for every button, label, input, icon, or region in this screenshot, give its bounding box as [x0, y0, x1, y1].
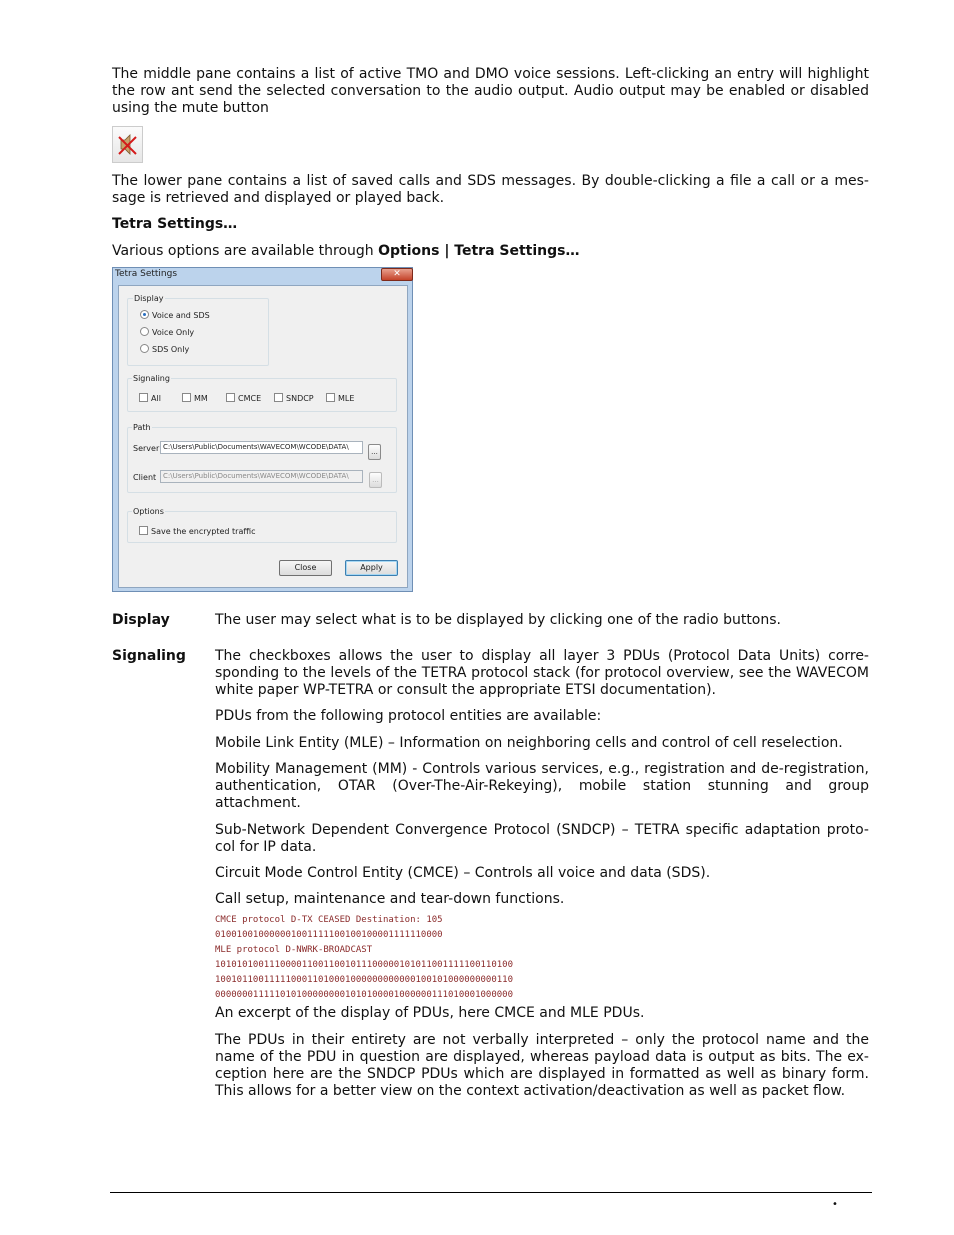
code-line: 010010010000001001111100100100001111110000 [215, 930, 443, 940]
cmce-description: Circuit Mode Control Entity (CMCE) – Controls all voice and data (SDS). [215, 865, 711, 881]
checkbox-all[interactable] [139, 393, 161, 403]
checkbox-mm[interactable] [182, 393, 208, 403]
checkbox-label: MLE [338, 394, 355, 403]
signaling-term: Signaling [112, 648, 186, 664]
footer-bullet: • [832, 1199, 838, 1210]
signaling-description: The checkboxes allows the user to display all layer 3 PDUs (Protocol Data Units) corre-sponding to the levels of the TETRA protocol stack (for protocol overview, see the WAVECOM white paper WP-TETRA or consult the appropriate ETSI documentation). [215, 648, 869, 698]
checkbox-label: SNDCP [286, 394, 314, 403]
checkbox-sndcp[interactable] [274, 393, 314, 403]
radio-label: SDS Only [152, 345, 190, 354]
footer-rule [110, 1192, 872, 1193]
radio-voice-and-sds[interactable] [140, 310, 210, 320]
path-group [127, 427, 397, 493]
client-browse-button[interactable]: ... [369, 472, 382, 488]
display-term: Display [112, 612, 170, 628]
checkbox-label: Save the encrypted traffic [151, 527, 256, 536]
lower-pane-paragraph: The lower pane contains a list of saved calls and SDS messages. By double-clicking a file a call or a mes-sage is retrieved and displayed or played back. [112, 173, 869, 206]
mle-description: Mobile Link Entity (MLE) – Information on neighboring cells and control of cell reselection. [215, 735, 843, 751]
checkbox-box [139, 526, 148, 535]
radio-sds-only[interactable] [140, 344, 189, 354]
excerpt-caption: An excerpt of the display of PDUs, here CMCE and MLE PDUs. [215, 1005, 645, 1021]
checkbox-label: MM [194, 394, 208, 403]
call-setup-text: Call setup, maintenance and tear-down functions. [215, 891, 565, 907]
checkbox-cmce[interactable] [226, 393, 261, 403]
signaling-group [127, 378, 397, 412]
middle-pane-paragraph: The middle pane contains a list of active TMO and DMO voice sessions. Left-clicking an entry will highlight the row ant send the selected conversation to the audio output. Audio output may be enabled or disabled using the mute button [112, 66, 869, 116]
code-line: 1010101001110000110011001011100000101011001111100110100 [215, 960, 514, 970]
code-line: 0000000111110101000000001010100001000000111010001000000 [215, 990, 514, 997]
options-group-label: Options [133, 507, 164, 516]
display-description: The user may select what is to be displayed by clicking one of the radio buttons. [215, 612, 781, 628]
server-path-field[interactable]: C:\Users\Public\Documents\WAVECOM\WCODE\DATA\ [160, 441, 363, 454]
options-menu-path: Options | Tetra Settings… [378, 243, 580, 259]
server-browse-button[interactable]: ... [368, 444, 381, 460]
radio-label: Voice Only [152, 328, 195, 337]
radio-label: Voice and SDS [152, 311, 210, 320]
pdus-available: PDUs from the following protocol entities are available: [215, 708, 602, 724]
radio-indicator [140, 310, 149, 319]
code-line: MLE protocol D-NWRK-BROADCAST [215, 945, 373, 955]
dialog-title: Tetra Settings [115, 269, 178, 279]
client-path-field[interactable]: C:\Users\Public\Documents\WAVECOM\WCODE\DATA\ [160, 470, 363, 483]
signaling-group-label: Signaling [133, 374, 170, 383]
code-line: CMCE protocol D-TX CEASED Destination: 105 [215, 915, 443, 925]
checkbox-save-encrypted[interactable] [139, 526, 255, 536]
final-paragraph: The PDUs in their entirety are not verbally interpreted – only the protocol name and the name of the PDU in question are displayed, whereas payload data is output as bits. The ex-ception here are the SNDCP PDUs which are displayed in formatted as well as binary form. This allows for a better view on the context activation/deactivation as well as packet flow. [215, 1032, 869, 1099]
radio-indicator [140, 344, 149, 353]
code-line: 1001011001111100011010001000000000000100101000000000110 [215, 975, 514, 985]
checkbox-box [139, 393, 148, 402]
sndcp-description: Sub-Network Dependent Convergence Protocol (SNDCP) – TETRA specific adaptation proto-col for IP data. [215, 822, 869, 855]
radio-voice-only[interactable] [140, 327, 194, 337]
path-group-label: Path [133, 423, 151, 432]
checkbox-label: All [151, 394, 161, 403]
checkbox-mle[interactable] [326, 393, 354, 403]
apply-button[interactable]: Apply [345, 560, 398, 576]
checkbox-box [182, 393, 191, 402]
muted-speaker-icon [112, 126, 143, 163]
mm-description: Mobility Management (MM) - Controls various services, e.g., registration and de-registration, authentication, OTAR (Over-The-Air-Rekeying), mobile station stunning and group attachment. [215, 761, 869, 811]
options-paragraph [112, 243, 869, 260]
dialog-body [118, 285, 408, 588]
section-heading: Tetra Settings… [112, 216, 238, 232]
close-button[interactable]: Close [279, 560, 332, 576]
checkbox-box [226, 393, 235, 402]
pdu-excerpt [215, 913, 527, 997]
options-prefix: Various options are available through [112, 243, 379, 259]
tetra-settings-dialog [112, 267, 413, 592]
client-label: Client [133, 473, 157, 482]
dialog-close-button[interactable]: ✕ [381, 268, 413, 281]
checkbox-label: CMCE [238, 394, 262, 403]
radio-indicator [140, 327, 149, 336]
server-label: Server [133, 444, 160, 453]
checkbox-box [274, 393, 283, 402]
checkbox-box [326, 393, 335, 402]
display-group-label: Display [134, 294, 164, 303]
